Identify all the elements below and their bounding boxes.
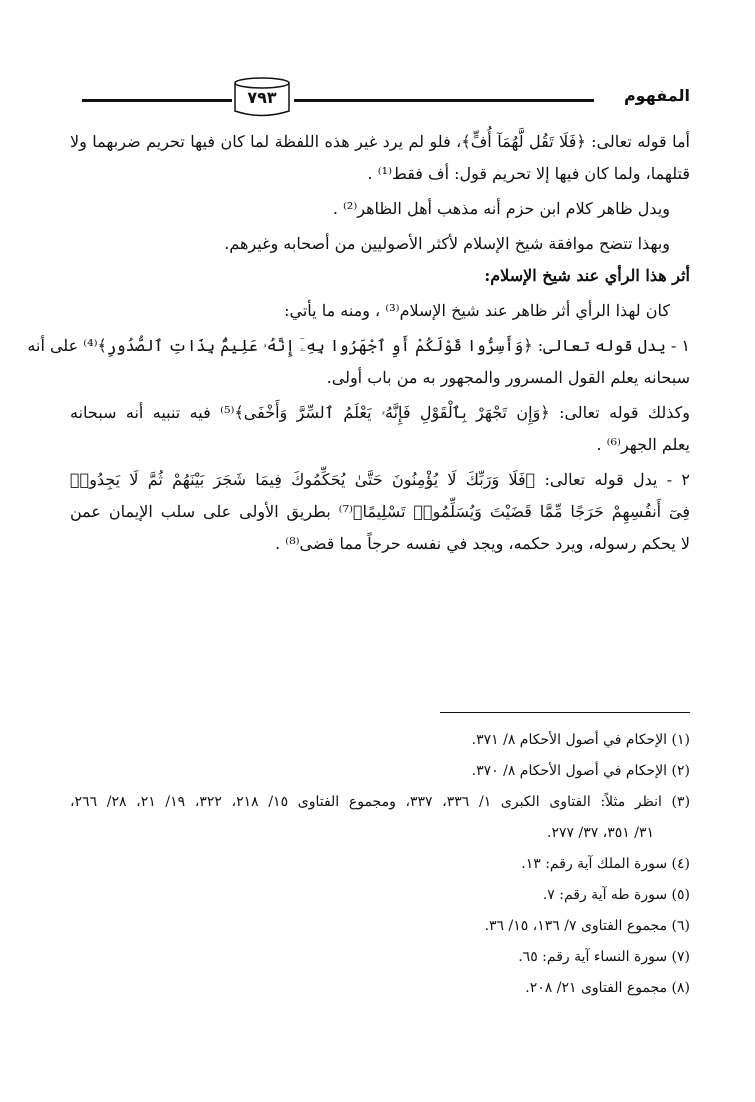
section-heading: أثر هذا الرأي عند شيخ الإسلام: [484, 266, 690, 285]
main-text [27, 126, 691, 560]
footnote: (٥) سورة طه آية رقم: ٧. [542, 887, 690, 903]
footnote: (٦) مجموع الفتاوى ٧/ ١٣٦، ١٥/ ٣٦. [484, 918, 690, 934]
chapter-title: المفهوم [623, 86, 690, 105]
paragraph-line: لا يحكم رسوله، ويرد حكمه، ويجد في نفسه حرجاً مما قضى⁽⁸⁾ . [275, 534, 690, 553]
footnotes [70, 725, 690, 1004]
header-rule-right [294, 99, 594, 102]
paragraph-line: ٢ - يدل قوله تعالى: ﴿فَلَا وَرَبِّكَ لَا يُؤْمِنُونَ حَتَّىٰ يُحَكِّمُوكَ فِيمَا شَجَرَ بَيْنَهُمْ ثُمَّ لَا يَجِدُوا۟ [70, 470, 690, 489]
paragraph-line: فِىٓ أَنفُسِهِمْ حَرَجًا مِّمَّا قَضَيْتَ وَيُسَلِّمُوا۟ تَسْلِيمًا﴾⁽⁷⁾ بطريق الأولى على سلب الإيمان عمن [70, 502, 690, 521]
paragraph-line: كان لهذا الرأي أثر ظاهر عند شيخ الإسلام⁽³⁾ ، ومنه ما يأتي: [284, 301, 670, 320]
paragraph-line: قتلهما، ولما كان فيها إلا تحريم قول: أف فقط⁽¹⁾ . [367, 164, 690, 183]
running-header [70, 68, 690, 118]
paragraph-line: أما قوله تعالى: ﴿فَلَا تَقُل لَّهُمَآ أُفٍّ﴾، فلو لم يرد غير هذه اللفظة لما كان فيها تحريم ضربهما ولا [70, 132, 691, 151]
footnote: (١) الإحكام في أصول الأحكام ٨/ ٣٧١. [471, 732, 690, 748]
page-number-box [232, 76, 292, 118]
page-number: ٧٩٣ [247, 88, 277, 107]
paragraph-line: ويدل ظاهر كلام ابن حزم أنه مذهب أهل الظاهر⁽²⁾ . [332, 199, 670, 218]
footnote: (٨) مجموع الفتاوى ٢١/ ٢٠٨. [525, 980, 690, 996]
footnote-separator [440, 712, 690, 713]
paragraph-line: يعلم الجهر⁽⁶⁾ . [596, 435, 690, 454]
footnote-continuation: ٣١/ ٣٥١، ٣٧/ ٢٧٧. [547, 825, 654, 841]
footnote: (٢) الإحكام في أصول الأحكام ٨/ ٣٧٠. [471, 763, 690, 779]
paragraph-line: وكذلك قوله تعالى: ﴿وَإِن تَجْهَرْ بِٱلْقَوْلِ فَإِنَّهُۥ يَعْلَمُ ٱلسِّرَّ وَأَخْفَى﴾⁽⁵⁾ فيه تنبيه أنه سبحانه [70, 403, 690, 422]
paragraph-line: سبحانه يعلم القول المسرور والمجهور به من باب أولى. [326, 368, 690, 387]
paragraph-line: وبهذا تتضح موافقة شيخ الإسلام لأكثر الأصوليين من أصحابه وغيرهم. [224, 234, 670, 253]
footnote: (٧) سورة النساء آية رقم: ٦٥. [518, 949, 690, 965]
footnote: (٤) سورة الملك آية رقم: ١٣. [521, 856, 690, 872]
header-rule-left [82, 99, 232, 102]
footnote: (٣) انظر مثلاً: الفتاوى الكبرى ١/ ٣٣٦، ٣٣٧، ومجموع الفتاوى ١٥/ ٢١٨، ٣٢٢، ١٩/ ٢١، ٢٨/ ٢٦٦، [70, 794, 691, 810]
paragraph-line: ١ - يدل قوله تعالى: ﴿وَأَسِرُّوا قَوْلَكُمْ أَوِ ٱجْهَرُوا بِهِۦٓ إِنَّهُۥ عَلِيمٌۢ بِذَاتِ ٱلصُّدُورِ﴾⁽⁴⁾ على أنه [27, 336, 690, 355]
